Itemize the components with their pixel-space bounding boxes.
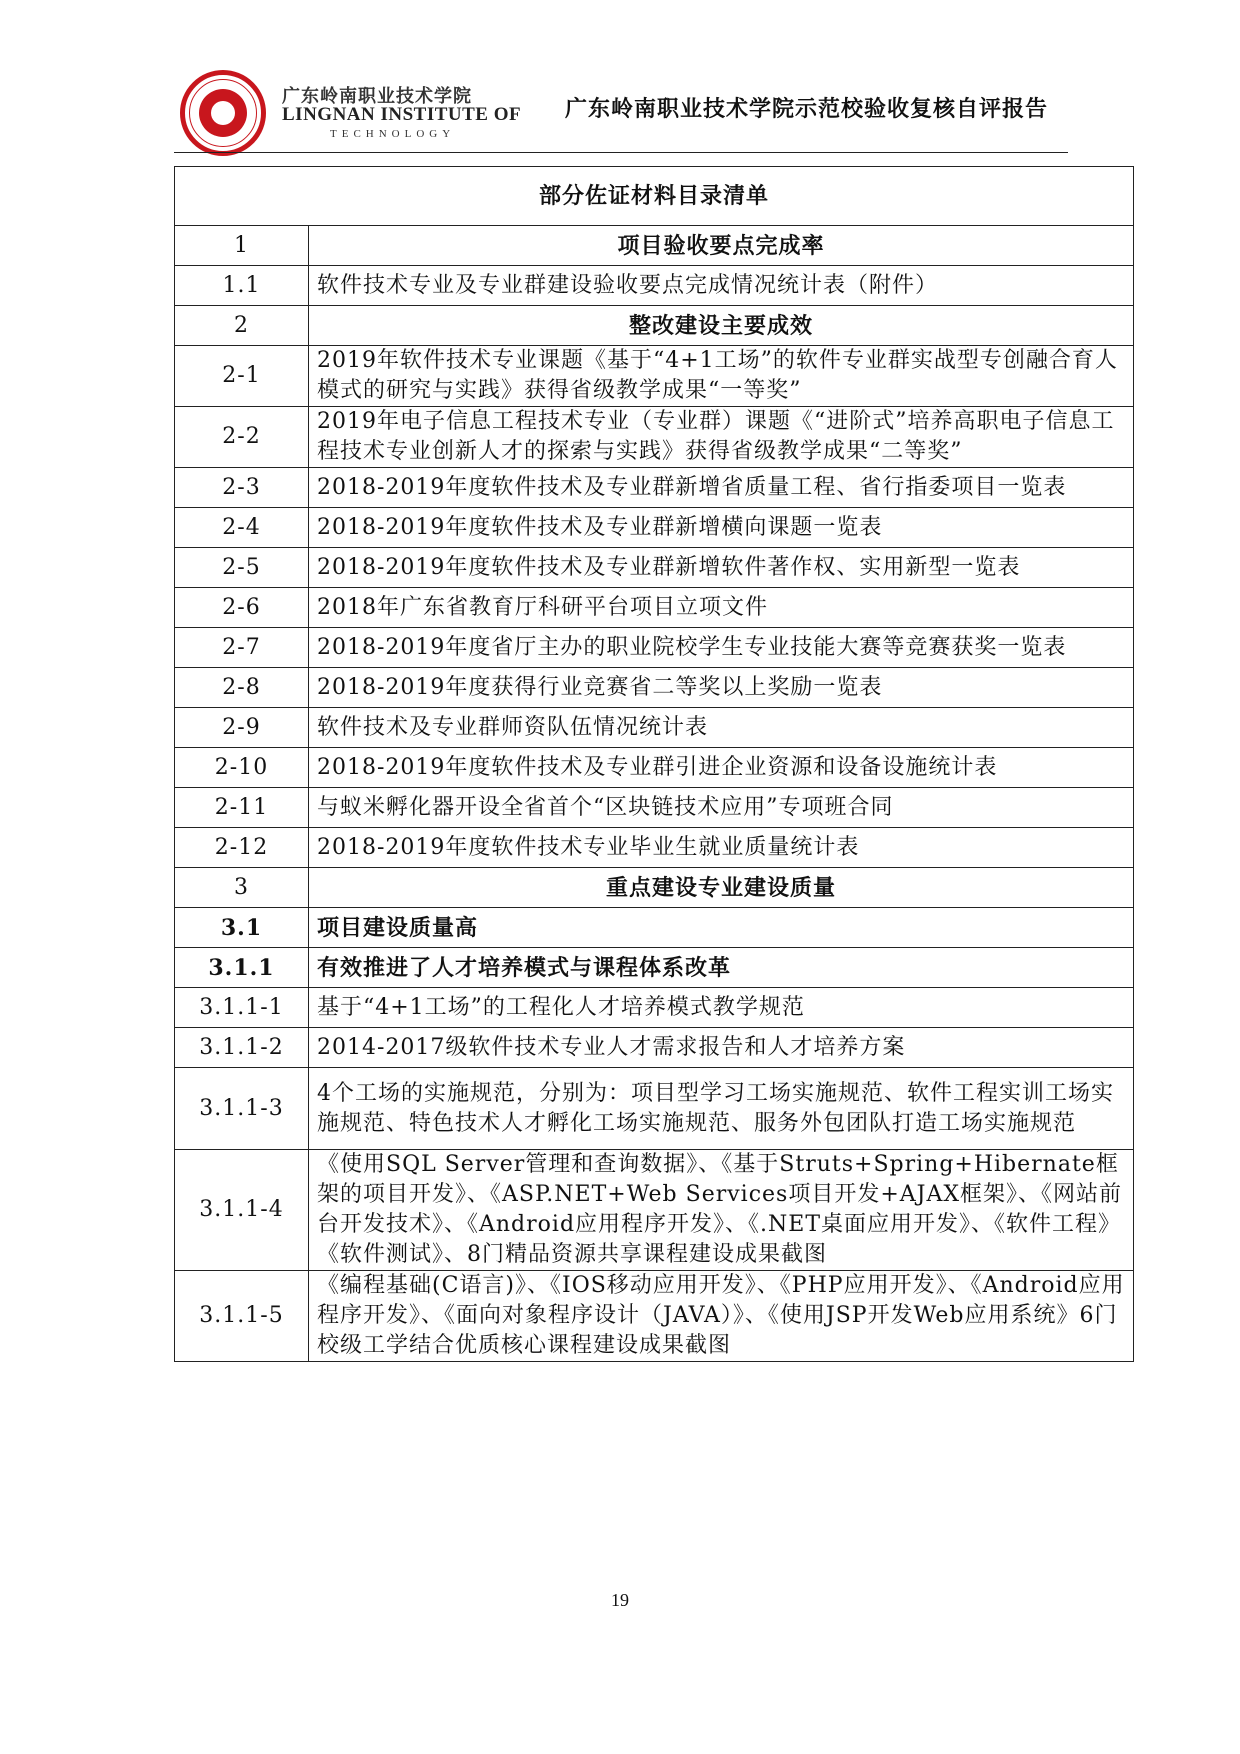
row-number: 2-9: [175, 708, 309, 748]
header-rule: [174, 152, 1068, 153]
row-description: 2018-2019年度软件技术及专业群引进企业资源和设备设施统计表: [309, 748, 1134, 788]
table-row: [175, 1028, 1134, 1068]
school-name-cn: 广东岭南职业技术学院: [282, 86, 472, 107]
table-row: [175, 788, 1134, 828]
row-number: 2-3: [175, 468, 309, 508]
table-row: [175, 306, 1134, 346]
table-row: [175, 908, 1134, 948]
row-description: 2018年广东省教育厅科研平台项目立项文件: [309, 588, 1134, 628]
row-number: 2-8: [175, 668, 309, 708]
row-description: 项目验收要点完成率: [309, 226, 1134, 266]
row-number: 2-4: [175, 508, 309, 548]
row-number: 3.1.1-4: [175, 1150, 309, 1271]
row-number: 1: [175, 226, 309, 266]
row-description: 2018-2019年度软件技术及专业群新增横向课题一览表: [309, 508, 1134, 548]
row-number: 2: [175, 306, 309, 346]
table-row: [175, 407, 1134, 468]
table-row: [175, 828, 1134, 868]
row-number: 3.1.1: [175, 948, 309, 988]
row-description: 有效推进了人才培养模式与课程体系改革: [309, 948, 1134, 988]
row-number: 3.1.1-3: [175, 1068, 309, 1150]
table-row: [175, 226, 1134, 266]
logo-center: [199, 89, 247, 137]
table-row: [175, 668, 1134, 708]
row-description: 软件技术专业及专业群建设验收要点完成情况统计表（附件）: [309, 266, 1134, 306]
table-row: [175, 628, 1134, 668]
row-description: 《编程基础(C语言)》、《IOS移动应用开发》、《PHP应用开发》、《Android应用程序开发》、《面向对象程序设计（JAVA）》、《使用JSP开发Web应用系统》6门校级工学结合优质核心课程建设成果截图: [309, 1271, 1134, 1362]
row-number: 3.1.1-2: [175, 1028, 309, 1068]
row-description: 《使用SQL Server管理和查询数据》、《基于Struts+Spring+Hibernate框架的项目开发》、《ASP.NET+Web Services项目开发+AJAX框架》、《网站前台开发技术》、《Android应用程序开发》、《.NET桌面应用开发》、《软件工程》《软件测试》、8门精品资源共享课程建设成果截图: [309, 1150, 1134, 1271]
table-row: [175, 266, 1134, 306]
row-description: 软件技术及专业群师资队伍情况统计表: [309, 708, 1134, 748]
table-row: [175, 1068, 1134, 1150]
row-number: 2-12: [175, 828, 309, 868]
page-header: [180, 70, 1070, 150]
row-description: 2018-2019年度省厅主办的职业院校学生专业技能大赛等竞赛获奖一览表: [309, 628, 1134, 668]
page-number: 19: [611, 1590, 629, 1610]
table-row: [175, 588, 1134, 628]
row-description: 2018-2019年度软件技术及专业群新增省质量工程、省行指委项目一览表: [309, 468, 1134, 508]
row-description: 与蚁米孵化器开设全省首个“区块链技术应用”专项班合同: [309, 788, 1134, 828]
row-number: 2-7: [175, 628, 309, 668]
row-number: 3.1.1-5: [175, 1271, 309, 1362]
row-description: 4个工场的实施规范，分别为：项目型学习工场实施规范、软件工程实训工场实施规范、特色技术人才孵化工场实施规范、服务外包团队打造工场实施规范: [309, 1068, 1134, 1150]
table-row: [175, 868, 1134, 908]
table-row: [175, 508, 1134, 548]
table-row: [175, 708, 1134, 748]
row-description: 2019年电子信息工程技术专业（专业群）课题《“进阶式”培养高职电子信息工程技术专业创新人才的探索与实践》获得省级教学成果“二等奖”: [309, 407, 1134, 468]
row-number: 3: [175, 868, 309, 908]
row-description: 2018-2019年度获得行业竞赛省二等奖以上奖励一览表: [309, 668, 1134, 708]
row-number: 2-2: [175, 407, 309, 468]
row-description: 2014-2017级软件技术专业人才需求报告和人才培养方案: [309, 1028, 1134, 1068]
table-row: [175, 748, 1134, 788]
school-name-en: LINGNAN INSTITUTE OF: [282, 104, 522, 125]
table-row: [175, 948, 1134, 988]
school-logo-icon: [180, 70, 266, 156]
row-number: 3.1.1-1: [175, 988, 309, 1028]
table-caption: 部分佐证材料目录清单: [175, 167, 1134, 226]
evidence-catalog-table: [174, 166, 1134, 1362]
row-number: 2-10: [175, 748, 309, 788]
row-number: 3.1: [175, 908, 309, 948]
table-row: [175, 1271, 1134, 1362]
row-description: 2018-2019年度软件技术及专业群新增软件著作权、实用新型一览表: [309, 548, 1134, 588]
row-description: 2018-2019年度软件技术专业毕业生就业质量统计表: [309, 828, 1134, 868]
row-description: 整改建设主要成效: [309, 306, 1134, 346]
table-caption-row: [175, 167, 1134, 226]
row-number: 2-1: [175, 346, 309, 407]
row-description: 2019年软件技术专业课题《基于“4+1工场”的软件专业群实战型专创融合育人模式的研究与实践》获得省级教学成果“一等奖”: [309, 346, 1134, 407]
table-row: [175, 1150, 1134, 1271]
row-number: 2-5: [175, 548, 309, 588]
row-description: 基于“4+1工场”的工程化人才培养模式教学规范: [309, 988, 1134, 1028]
row-description: 项目建设质量高: [309, 908, 1134, 948]
table-row: [175, 468, 1134, 508]
row-number: 2-11: [175, 788, 309, 828]
table-row: [175, 346, 1134, 407]
table-row: [175, 988, 1134, 1028]
row-description: 重点建设专业建设质量: [309, 868, 1134, 908]
report-title: 广东岭南职业技术学院示范校验收复核自评报告: [564, 97, 1048, 122]
row-number: 2-6: [175, 588, 309, 628]
table-row: [175, 548, 1134, 588]
row-number: 1.1: [175, 266, 309, 306]
school-name-en-line2: TECHNOLOGY: [330, 128, 456, 140]
